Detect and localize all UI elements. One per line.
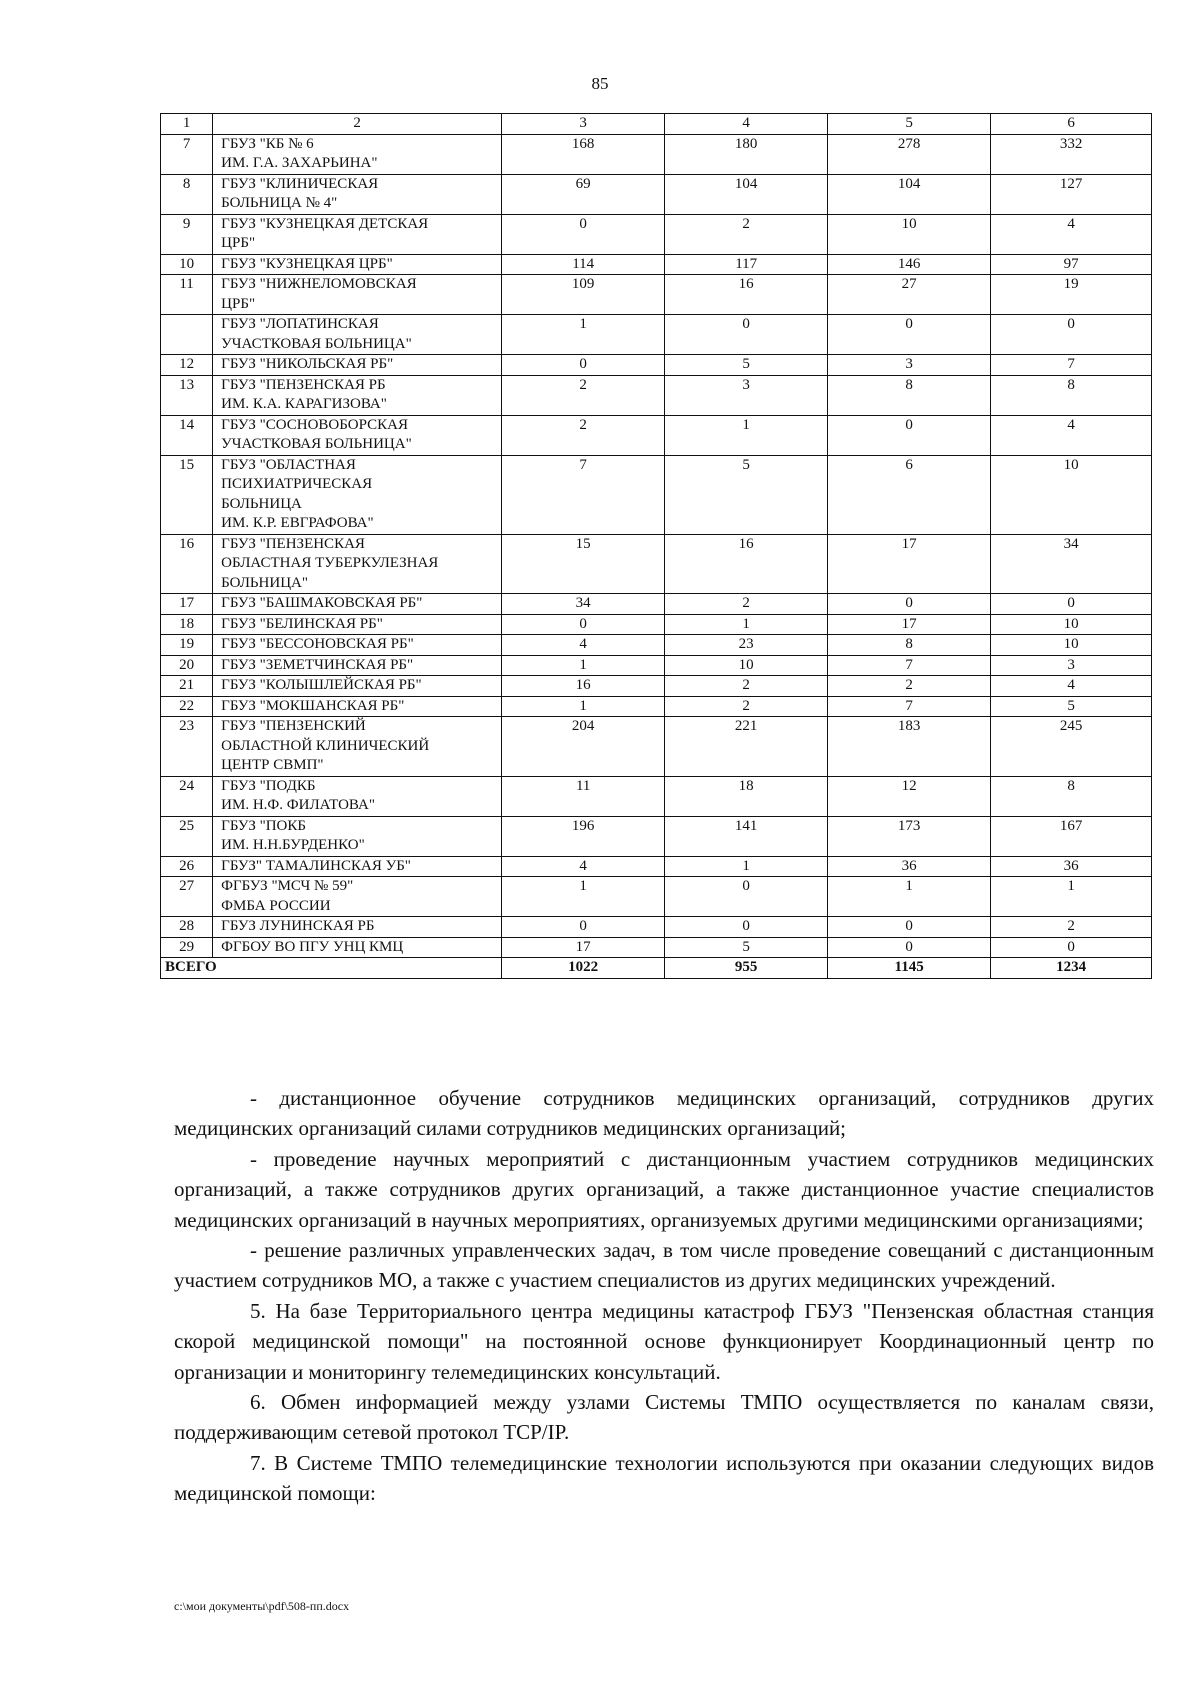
- row-number-cell: 18: [161, 614, 213, 635]
- table-row: [161, 174, 1152, 214]
- header-cell: 5: [828, 114, 991, 135]
- value-cell: 0: [665, 917, 828, 938]
- value-cell: 0: [502, 917, 665, 938]
- total-value-cell: 1022: [502, 958, 665, 979]
- value-cell: 0: [502, 614, 665, 635]
- value-cell: 168: [502, 134, 665, 174]
- table-total-row: [161, 958, 1152, 979]
- value-cell: 0: [502, 355, 665, 376]
- table-row: [161, 614, 1152, 635]
- organization-cell: ГБУЗ "ЛОПАТИНСКАЯ УЧАСТКОВАЯ БОЛЬНИЦА": [213, 315, 502, 355]
- value-cell: 167: [991, 816, 1152, 856]
- value-cell: 0: [991, 937, 1152, 958]
- row-number-cell: [161, 315, 213, 355]
- value-cell: 8: [991, 776, 1152, 816]
- total-value-cell: 1145: [828, 958, 991, 979]
- organization-cell: ГБУЗ "ПЕНЗЕНСКАЯ РБ ИМ. К.А. КАРАГИЗОВА": [213, 375, 502, 415]
- table-row: [161, 534, 1152, 594]
- organization-cell: ГБУЗ" ТАМАЛИНСКАЯ УБ": [213, 856, 502, 877]
- value-cell: 1: [665, 856, 828, 877]
- header-cell: 4: [665, 114, 828, 135]
- value-cell: 0: [665, 315, 828, 355]
- total-value-cell: 1234: [991, 958, 1152, 979]
- table-body: [161, 114, 1152, 979]
- value-cell: 2: [828, 676, 991, 697]
- value-cell: 1: [502, 877, 665, 917]
- table-row: [161, 415, 1152, 455]
- value-cell: 1: [991, 877, 1152, 917]
- value-cell: 6: [828, 455, 991, 534]
- value-cell: 5: [665, 937, 828, 958]
- value-cell: 8: [828, 635, 991, 656]
- paragraph: - проведение научных мероприятий с дистанционным участием сотрудников медицинских организаций, а также сотрудников других организаций, а также дистанционное участие специалистов медицинских организаций в научных мероприятиях, организуемых другими медицинскими организациями;: [174, 1146, 1154, 1232]
- value-cell: 5: [991, 696, 1152, 717]
- table-row: [161, 455, 1152, 534]
- value-cell: 5: [665, 455, 828, 534]
- row-number-cell: 7: [161, 134, 213, 174]
- value-cell: 146: [828, 254, 991, 275]
- value-cell: 0: [502, 214, 665, 254]
- row-number-cell: 27: [161, 877, 213, 917]
- value-cell: 7: [991, 355, 1152, 376]
- row-number-cell: 13: [161, 375, 213, 415]
- value-cell: 3: [665, 375, 828, 415]
- value-cell: 0: [991, 315, 1152, 355]
- row-number-cell: 21: [161, 676, 213, 697]
- value-cell: 10: [828, 214, 991, 254]
- value-cell: 17: [828, 614, 991, 635]
- row-number-cell: 11: [161, 275, 213, 315]
- value-cell: 2: [502, 375, 665, 415]
- table-row: [161, 676, 1152, 697]
- value-cell: 127: [991, 174, 1152, 214]
- value-cell: 8: [991, 375, 1152, 415]
- organization-cell: ГБУЗ "ПОКБ ИМ. Н.Н.БУРДЕНКО": [213, 816, 502, 856]
- value-cell: 34: [991, 534, 1152, 594]
- organization-cell: ФГБУЗ "МСЧ № 59" ФМБА РОССИИ: [213, 877, 502, 917]
- value-cell: 109: [502, 275, 665, 315]
- paragraph: 5. На базе Территориального центра медицины катастроф ГБУЗ "Пензенская областная станция скорой медицинской помощи" на постоянной основе функционирует Координационный центр по организации и мониторингу телемедицинских консультаций.: [174, 1298, 1154, 1384]
- value-cell: 0: [828, 594, 991, 615]
- value-cell: 1: [828, 877, 991, 917]
- row-number-cell: 29: [161, 937, 213, 958]
- value-cell: 0: [828, 315, 991, 355]
- row-number-cell: 19: [161, 635, 213, 656]
- value-cell: 7: [502, 455, 665, 534]
- value-cell: 114: [502, 254, 665, 275]
- table-row: [161, 937, 1152, 958]
- organization-cell: ГБУЗ "НИКОЛЬСКАЯ РБ": [213, 355, 502, 376]
- organization-cell: ГБУЗ "ПЕНЗЕНСКИЙ ОБЛАСТНОЙ КЛИНИЧЕСКИЙ ЦЕНТР СВМП": [213, 717, 502, 777]
- value-cell: 3: [828, 355, 991, 376]
- value-cell: 10: [991, 614, 1152, 635]
- organization-cell: ГБУЗ "КОЛЫШЛЕЙСКАЯ РБ": [213, 676, 502, 697]
- value-cell: 183: [828, 717, 991, 777]
- organization-cell: ГБУЗ "БЕССОНОВСКАЯ РБ": [213, 635, 502, 656]
- organization-cell: ГБУЗ "КБ № 6 ИМ. Г.А. ЗАХАРЬИНА": [213, 134, 502, 174]
- organization-cell: ГБУЗ "КЛИНИЧЕСКАЯ БОЛЬНИЦА № 4": [213, 174, 502, 214]
- row-number-cell: 8: [161, 174, 213, 214]
- row-number-cell: 20: [161, 655, 213, 676]
- table-row: [161, 717, 1152, 777]
- value-cell: 4: [502, 635, 665, 656]
- table-row: [161, 816, 1152, 856]
- footer-file-path: c:\мои документы\pdf\508-пп.docx: [174, 1599, 350, 1613]
- value-cell: 10: [991, 635, 1152, 656]
- table-row: [161, 696, 1152, 717]
- value-cell: 16: [665, 534, 828, 594]
- paragraph: 7. В Системе ТМПО телемедицинские технологии используются при оказании следующих видов медицинской помощи:: [174, 1450, 1154, 1506]
- row-number-cell: 16: [161, 534, 213, 594]
- organization-cell: ГБУЗ "МОКШАНСКАЯ РБ": [213, 696, 502, 717]
- value-cell: 2: [665, 594, 828, 615]
- value-cell: 34: [502, 594, 665, 615]
- value-cell: 1: [665, 415, 828, 455]
- table-header-row: [161, 114, 1152, 135]
- value-cell: 0: [665, 877, 828, 917]
- table-row: [161, 254, 1152, 275]
- value-cell: 4: [502, 856, 665, 877]
- header-cell: 3: [502, 114, 665, 135]
- table-row: [161, 655, 1152, 676]
- table-row: [161, 134, 1152, 174]
- organization-cell: ГБУЗ "БЕЛИНСКАЯ РБ": [213, 614, 502, 635]
- row-number-cell: 23: [161, 717, 213, 777]
- organization-cell: ГБУЗ "ЗЕМЕТЧИНСКАЯ РБ": [213, 655, 502, 676]
- value-cell: 332: [991, 134, 1152, 174]
- row-number-cell: 15: [161, 455, 213, 534]
- value-cell: 23: [665, 635, 828, 656]
- value-cell: 278: [828, 134, 991, 174]
- table-row: [161, 877, 1152, 917]
- paragraph: 6. Обмен информацией между узлами Системы ТМПО осуществляется по каналам связи, поддерживающим сетевой протокол TCP/IP.: [174, 1390, 1154, 1445]
- body-text: [174, 1083, 1154, 1509]
- header-cell: 1: [161, 114, 213, 135]
- table-row: [161, 594, 1152, 615]
- value-cell: 15: [502, 534, 665, 594]
- table-row: [161, 355, 1152, 376]
- value-cell: 0: [828, 415, 991, 455]
- value-cell: 0: [991, 594, 1152, 615]
- row-number-cell: 26: [161, 856, 213, 877]
- value-cell: 2: [502, 415, 665, 455]
- table-row: [161, 776, 1152, 816]
- value-cell: 1: [502, 315, 665, 355]
- value-cell: 2: [665, 696, 828, 717]
- row-number-cell: 10: [161, 254, 213, 275]
- value-cell: 12: [828, 776, 991, 816]
- value-cell: 36: [991, 856, 1152, 877]
- header-cell: 6: [991, 114, 1152, 135]
- row-number-cell: 24: [161, 776, 213, 816]
- organization-cell: ГБУЗ "ПЕНЗЕНСКАЯ ОБЛАСТНАЯ ТУБЕРКУЛЕЗНАЯ БОЛЬНИЦА": [213, 534, 502, 594]
- value-cell: 10: [665, 655, 828, 676]
- value-cell: 2: [665, 214, 828, 254]
- value-cell: 18: [665, 776, 828, 816]
- value-cell: 204: [502, 717, 665, 777]
- organization-cell: ГБУЗ "СОСНОВОБОРСКАЯ УЧАСТКОВАЯ БОЛЬНИЦА": [213, 415, 502, 455]
- value-cell: 117: [665, 254, 828, 275]
- row-number-cell: 12: [161, 355, 213, 376]
- value-cell: 11: [502, 776, 665, 816]
- table-row: [161, 275, 1152, 315]
- organization-cell: ФГБОУ ВО ПГУ УНЦ КМЦ: [213, 937, 502, 958]
- value-cell: 173: [828, 816, 991, 856]
- value-cell: 104: [665, 174, 828, 214]
- value-cell: 19: [991, 275, 1152, 315]
- value-cell: 2: [665, 676, 828, 697]
- total-label-cell: ВСЕГО: [161, 958, 502, 979]
- row-number-cell: 28: [161, 917, 213, 938]
- row-number-cell: 14: [161, 415, 213, 455]
- statistics-table: [160, 113, 1152, 979]
- value-cell: 245: [991, 717, 1152, 777]
- value-cell: 180: [665, 134, 828, 174]
- value-cell: 1: [665, 614, 828, 635]
- value-cell: 17: [828, 534, 991, 594]
- value-cell: 5: [665, 355, 828, 376]
- row-number-cell: 25: [161, 816, 213, 856]
- value-cell: 10: [991, 455, 1152, 534]
- value-cell: 196: [502, 816, 665, 856]
- value-cell: 4: [991, 676, 1152, 697]
- value-cell: 1: [502, 696, 665, 717]
- header-cell: 2: [213, 114, 502, 135]
- row-number-cell: 22: [161, 696, 213, 717]
- organization-cell: ГБУЗ ЛУНИНСКАЯ РБ: [213, 917, 502, 938]
- value-cell: 1: [502, 655, 665, 676]
- value-cell: 27: [828, 275, 991, 315]
- value-cell: 221: [665, 717, 828, 777]
- table-row: [161, 214, 1152, 254]
- value-cell: 8: [828, 375, 991, 415]
- value-cell: 4: [991, 415, 1152, 455]
- organization-cell: ГБУЗ "БАШМАКОВСКАЯ РБ": [213, 594, 502, 615]
- row-number-cell: 9: [161, 214, 213, 254]
- value-cell: 17: [502, 937, 665, 958]
- value-cell: 16: [665, 275, 828, 315]
- organization-cell: ГБУЗ "КУЗНЕЦКАЯ ДЕТСКАЯ ЦРБ": [213, 214, 502, 254]
- organization-cell: ГБУЗ "ОБЛАСТНАЯ ПСИХИАТРИЧЕСКАЯ БОЛЬНИЦА ИМ. К.Р. ЕВГРАФОВА": [213, 455, 502, 534]
- table-row: [161, 917, 1152, 938]
- value-cell: 2: [991, 917, 1152, 938]
- row-number-cell: 17: [161, 594, 213, 615]
- value-cell: 36: [828, 856, 991, 877]
- table-row: [161, 315, 1152, 355]
- paragraph: - решение различных управленческих задач, в том числе проведение совещаний с дистанционным участием сотрудников МО, а также с участием специалистов из других медицинских учреждений.: [174, 1238, 1154, 1293]
- table-row: [161, 856, 1152, 877]
- total-value-cell: 955: [665, 958, 828, 979]
- table-row: [161, 375, 1152, 415]
- value-cell: 69: [502, 174, 665, 214]
- organization-cell: ГБУЗ "КУЗНЕЦКАЯ ЦРБ": [213, 254, 502, 275]
- value-cell: 16: [502, 676, 665, 697]
- value-cell: 0: [828, 917, 991, 938]
- value-cell: 4: [991, 214, 1152, 254]
- value-cell: 141: [665, 816, 828, 856]
- organization-cell: ГБУЗ "ПОДКБ ИМ. Н.Ф. ФИЛАТОВА": [213, 776, 502, 816]
- value-cell: 97: [991, 254, 1152, 275]
- value-cell: 7: [828, 655, 991, 676]
- organization-cell: ГБУЗ "НИЖНЕЛОМОВСКАЯ ЦРБ": [213, 275, 502, 315]
- page-number: 85: [591, 74, 609, 93]
- value-cell: 7: [828, 696, 991, 717]
- value-cell: 3: [991, 655, 1152, 676]
- table-row: [161, 635, 1152, 656]
- value-cell: 0: [828, 937, 991, 958]
- value-cell: 104: [828, 174, 991, 214]
- paragraph: - дистанционное обучение сотрудников медицинских организаций, сотрудников других медицинских организаций силами сотрудников медицинских организаций;: [174, 1086, 1154, 1141]
